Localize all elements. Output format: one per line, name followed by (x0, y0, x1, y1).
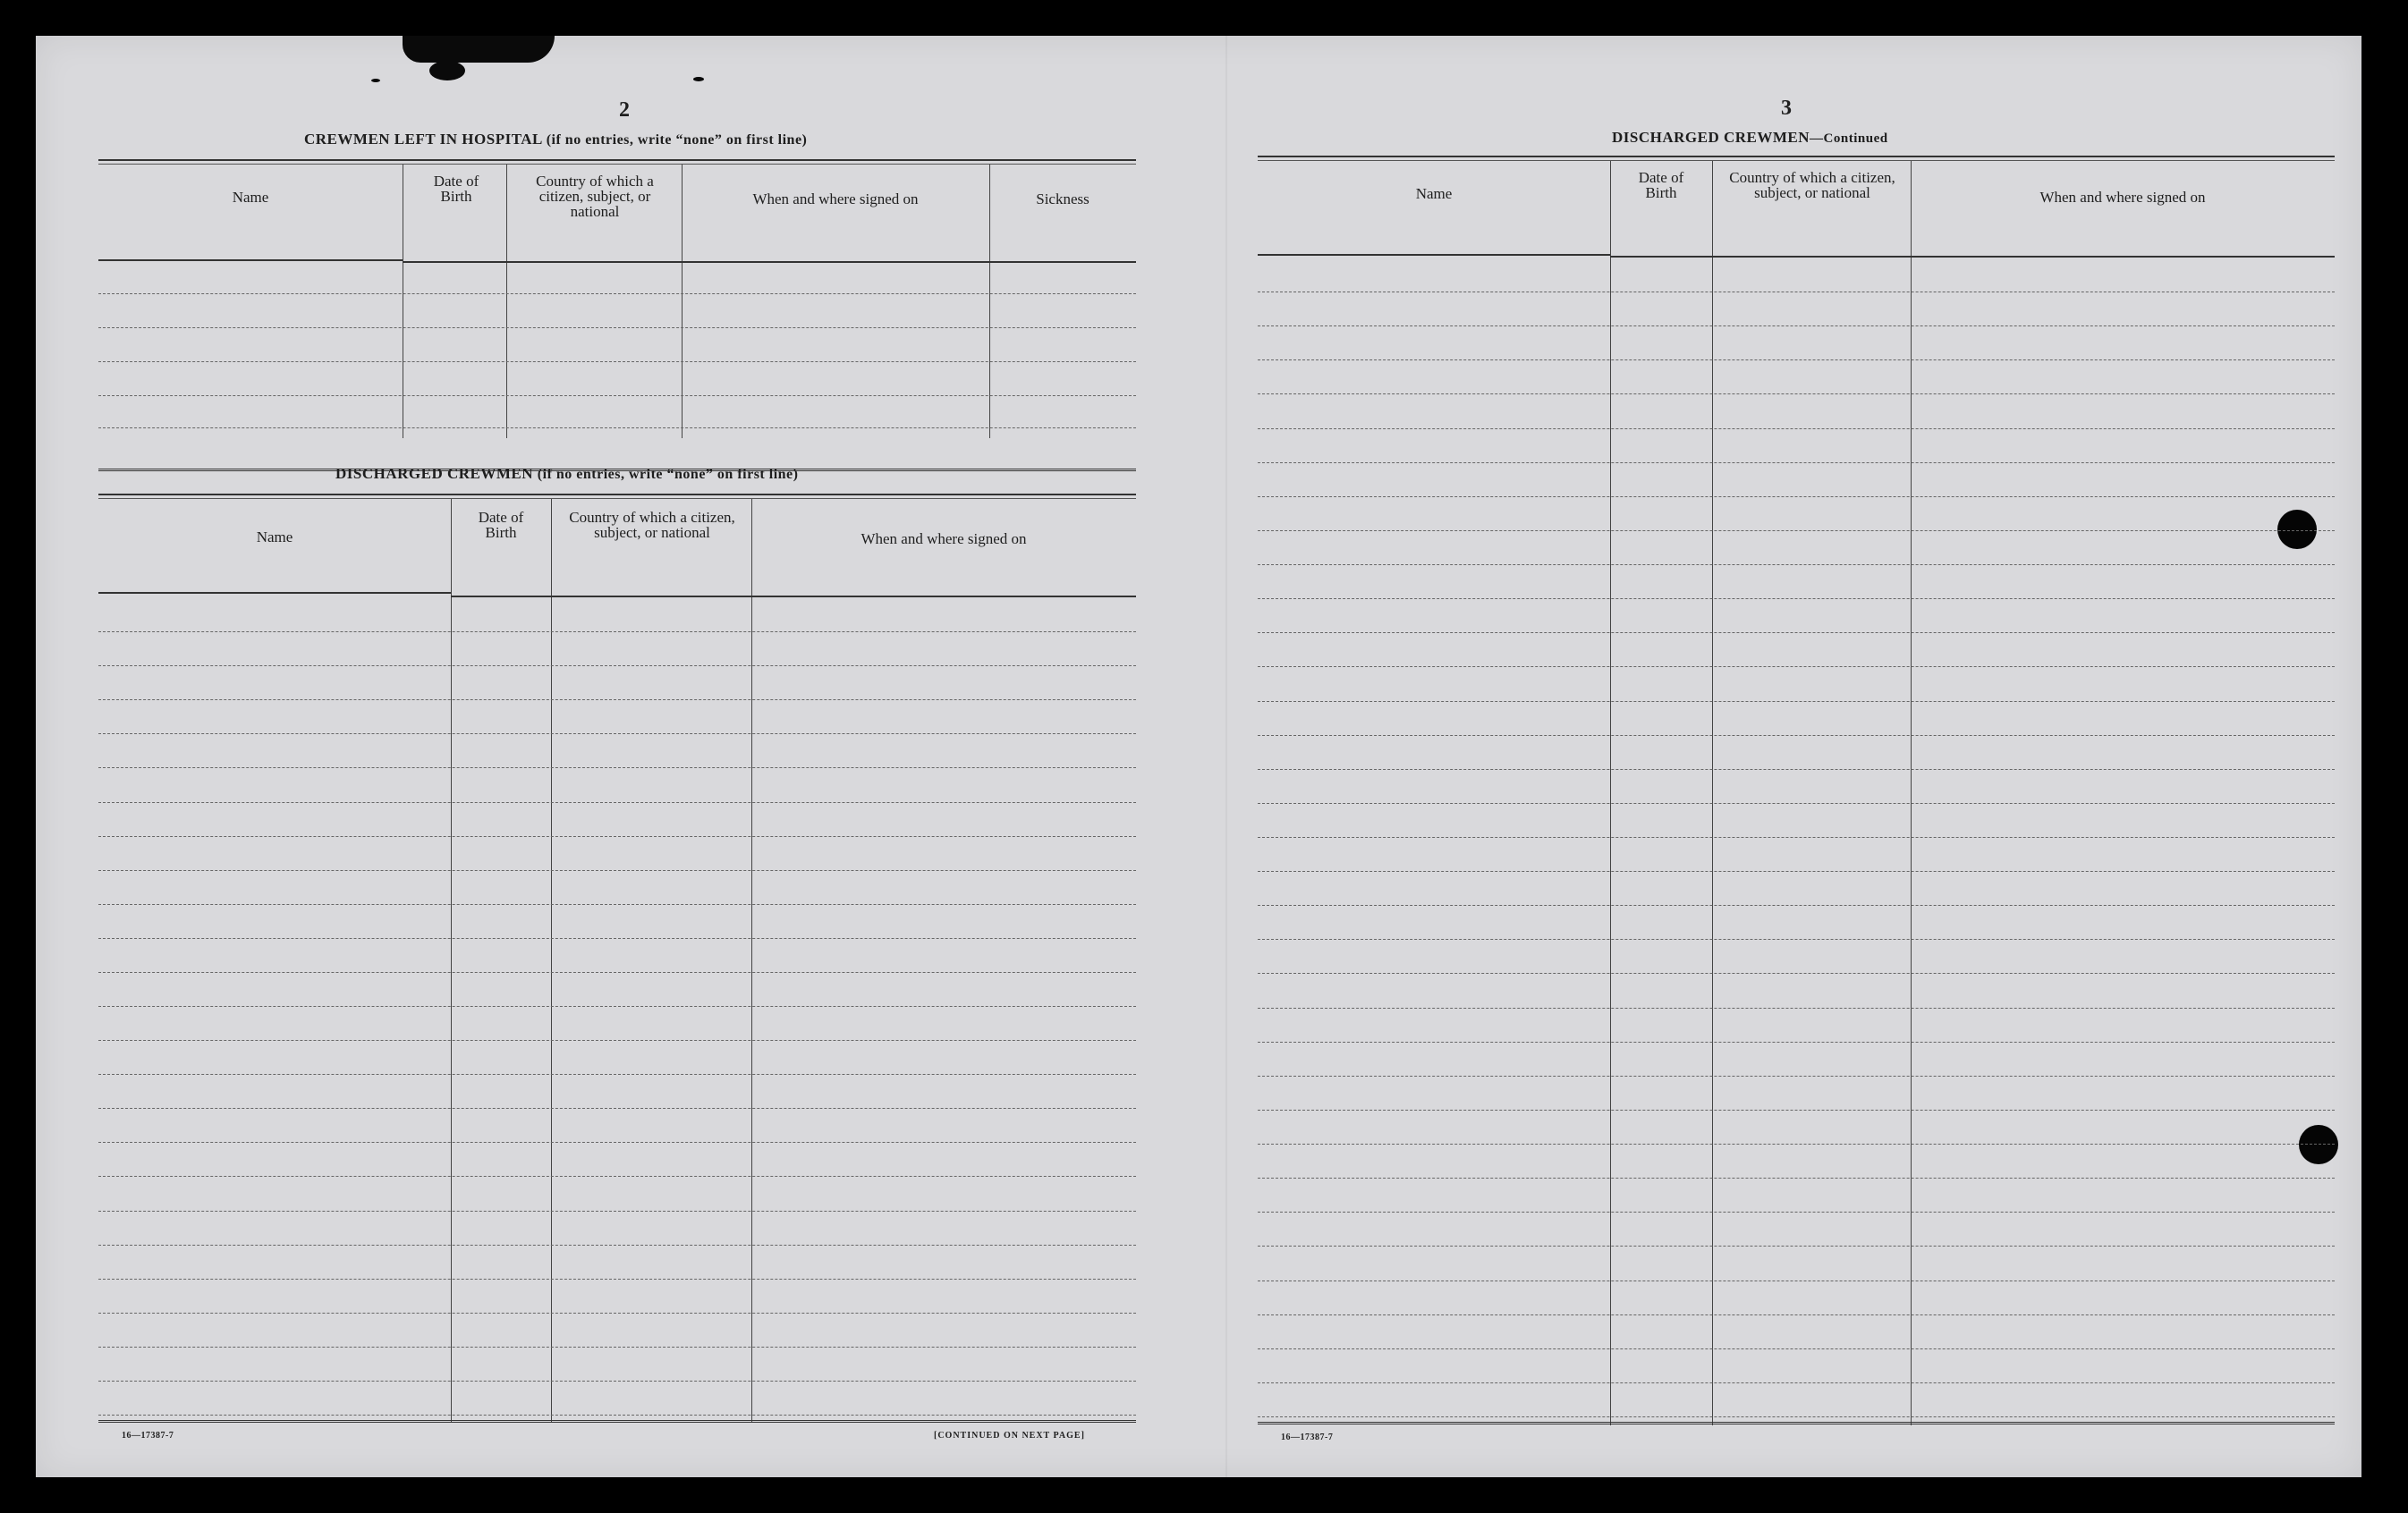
table-row-rule (98, 733, 1136, 734)
table-row-rule (98, 767, 1136, 768)
table-row-rule (98, 1279, 1136, 1280)
discharged-table-right (1258, 156, 2335, 1425)
continued-col-signed: When and where signed on (2039, 189, 2206, 206)
table-row-rule (1258, 1076, 2335, 1077)
table-row-rule (98, 665, 1136, 666)
table-row-rule (1258, 666, 2335, 667)
table-row-rule (1258, 1314, 2335, 1315)
table-row-rule (1258, 564, 2335, 565)
table-row-rule (1258, 701, 2335, 702)
table-row-rule (98, 1313, 1136, 1314)
ink-speck (371, 79, 380, 82)
table-row-rule (98, 1142, 1136, 1143)
table-row-rule (1258, 1144, 2335, 1145)
page-number-right: 3 (1781, 97, 1792, 120)
discharged-col-name: Name (256, 528, 293, 545)
table-row-rule (1258, 837, 2335, 838)
table-row-rule (98, 870, 1136, 871)
table-row-rule (1258, 496, 2335, 497)
continued-note: [CONTINUED ON NEXT PAGE] (934, 1431, 1085, 1441)
table-row-rule (98, 1108, 1136, 1109)
table-row-rule (98, 631, 1136, 632)
discharged-col-country: Country of which a citizen, subject, or national (569, 509, 735, 541)
discharged-continued-title-text: DISCHARGED CREWMEN (1612, 129, 1810, 146)
table-bottom-rule (98, 1420, 1136, 1423)
page-number-left: 2 (619, 98, 630, 122)
table-row-rule (1258, 769, 2335, 770)
table-row-rule (1258, 462, 2335, 463)
table-row-rule (1258, 1212, 2335, 1213)
table-row-rule (1258, 803, 2335, 804)
table-row-rule (1258, 1042, 2335, 1043)
table-row-rule (98, 699, 1136, 700)
table-bottom-rule (1258, 1422, 2335, 1424)
hospital-col-name: Name (232, 189, 269, 206)
table-row-rule (98, 1381, 1136, 1382)
table-row-rule (1258, 359, 2335, 360)
table-row-rule (1258, 1178, 2335, 1179)
discharged-col-dob: Date of Birth (478, 509, 524, 541)
table-row-rule (1258, 939, 2335, 940)
table-row-rule (98, 904, 1136, 905)
table-row-rule (1258, 428, 2335, 429)
hospital-col-dob: Date of Birth (433, 173, 479, 205)
continued-col-dob: Date of Birth (1638, 169, 1684, 201)
table-row-rule (98, 1245, 1136, 1246)
table-row-rule (1258, 1416, 2335, 1417)
hospital-col-country: Country of which a citizen, subject, or national (536, 173, 654, 220)
table-row-rule (98, 1074, 1136, 1075)
hospital-title-text: CREWMEN LEFT IN HOSPITAL (304, 131, 542, 148)
table-row-rule (1258, 598, 2335, 599)
discharged-instruction-text: (if no entries, write “none” on first line) (537, 467, 799, 482)
document-sheet (36, 36, 2361, 1477)
table-row-rule (1258, 735, 2335, 736)
table-row-rule (1258, 325, 2335, 326)
hospital-section-title (304, 131, 807, 148)
table-row-rule (1258, 1110, 2335, 1111)
hospital-col-signed: When and where signed on (752, 190, 919, 207)
table-row-rule (1258, 1382, 2335, 1383)
ink-stain (429, 61, 465, 80)
table-row-rule (1258, 632, 2335, 633)
table-row-rule (98, 1040, 1136, 1041)
table-row-rule (98, 802, 1136, 803)
table-row-rule (98, 1347, 1136, 1348)
table-row-rule (98, 1211, 1136, 1212)
hospital-col-sickness: Sickness (1036, 190, 1090, 207)
continued-col-country: Country of which a citizen, subject, or national (1729, 169, 1895, 201)
table-row-rule (1258, 530, 2335, 531)
table-row-rule (1258, 393, 2335, 394)
table-row-rule (1258, 1348, 2335, 1349)
discharged-col-signed: When and where signed on (861, 530, 1027, 547)
discharged-section-title (335, 465, 798, 483)
discharged-table-left (98, 494, 1136, 1422)
continued-col-name: Name (1415, 185, 1453, 202)
table-row-rule (98, 1006, 1136, 1007)
table-row-rule (98, 972, 1136, 973)
form-code-right: 16—17387-7 (1281, 1433, 1334, 1442)
continued-suffix: —Continued (1810, 131, 1888, 146)
table-row-rule (1258, 1246, 2335, 1247)
discharged-title-text: DISCHARGED CREWMEN (335, 465, 534, 482)
hospital-instruction-text: (if no entries, write “none” on first line) (546, 132, 808, 148)
ink-speck (693, 77, 704, 81)
table-row-rule (1258, 871, 2335, 872)
table-row-rule (1258, 1008, 2335, 1009)
table-row-rule (98, 1176, 1136, 1177)
table-row-rule (1258, 973, 2335, 974)
form-code-left: 16—17387-7 (122, 1431, 174, 1441)
discharged-continued-title (1612, 129, 1888, 147)
page-fold (1225, 36, 1227, 1477)
hospital-table (98, 159, 1136, 438)
ink-stain (403, 36, 555, 63)
table-row-rule (1258, 905, 2335, 906)
table-row-rule (98, 1415, 1136, 1416)
table-row-rule (98, 938, 1136, 939)
table-row-rule (98, 836, 1136, 837)
